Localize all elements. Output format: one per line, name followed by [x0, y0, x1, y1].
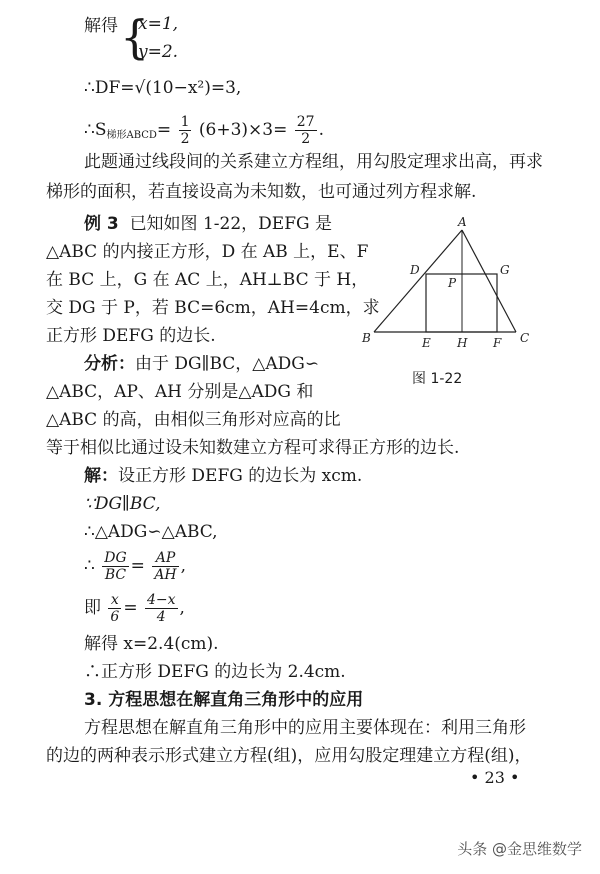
label-c: C — [520, 331, 530, 345]
example-line1: 例 3 已知如图 1-22，DEFG 是 — [84, 214, 332, 234]
system-brace: { — [120, 10, 150, 64]
side-ac — [462, 230, 516, 332]
label-d: D — [410, 263, 420, 277]
example-label: 例 3 — [84, 214, 119, 234]
label-f: F — [493, 336, 502, 350]
solution-line7: ∴正方形 DEFG 的边长为 2.4cm. — [84, 662, 346, 682]
system-eq-1: x=1, — [138, 14, 179, 34]
page-number: • 23 • — [470, 768, 520, 787]
example-line4: 交 DG 于 P，若 BC=6cm，AH=4cm，求 — [46, 298, 380, 318]
analysis-label: 分析： — [84, 354, 135, 374]
triangle-figure — [360, 214, 540, 364]
label-a: A — [458, 215, 467, 229]
para1-line2: 梯形的面积，若直接设高为未知数，也可通过列方程求解. — [46, 182, 477, 202]
section-heading: 3. 方程思想在解直角三角形中的应用 — [84, 690, 364, 710]
analysis-line4: 等于相似比通过设未知数建立方程可求得正方形的边长. — [46, 438, 460, 458]
para2-line1: 方程思想在解直角三角形中的应用主要体现在：利用三角形 — [84, 718, 526, 738]
analysis-line1: 分析：由于 DG∥BC，△ADG∽ — [84, 354, 320, 374]
example-line2: △ABC 的内接正方形，D 在 AB 上，E、F — [46, 242, 369, 262]
system-eq-2: y=2. — [138, 42, 179, 62]
watermark: 头条 @金思维数学 — [457, 840, 582, 858]
area-line: $\therefore S_{梯形ABCD}=$ $\frac{1}{2}$ (6+3)×3= $\frac{27}{2}$ . — [84, 114, 324, 147]
solution-equation-line: 即 $\frac{x}{6}$ = $\frac{4-x}{4}$ , — [84, 592, 185, 625]
solution-line1: 解：设正方形 DEFG 的边长为 xcm. — [84, 466, 363, 486]
figure-caption: 图 1-22 — [412, 371, 463, 387]
solution-line2: ∵DG∥BC, — [84, 494, 161, 514]
label-p: P — [448, 276, 457, 290]
df-line: ∴DF=√(10−x²)=3, — [84, 78, 242, 98]
analysis-line2: △ABC，AP、AH 分别是△ADG 和 — [46, 382, 314, 402]
solution-label: 解： — [84, 466, 118, 486]
label-h: H — [457, 336, 468, 350]
solve-intro: 解得 — [84, 16, 118, 36]
label-b: B — [362, 331, 371, 345]
analysis-line3: △ABC 的高，由相似三角形对应高的比 — [46, 410, 341, 430]
para1-line1: 此题通过线段间的关系建立方程组，用勾股定理求出高，再求 — [84, 152, 543, 172]
para2-line2: 的边的两种表示形式建立方程(组)，应用勾股定理建立方程(组)， — [46, 746, 532, 766]
solution-ratio-line: ∴ $\frac{DG}{BC}$ = $\frac{AP}{AH}$ , — [84, 550, 187, 583]
label-e: E — [422, 336, 431, 350]
example-line5: 正方形 DEFG 的边长. — [46, 326, 216, 346]
example-line3: 在 BC 上，G 在 AC 上，AH⊥BC 于 H， — [46, 270, 369, 290]
label-g: G — [500, 263, 510, 277]
solution-line3: ∴△ADG∽△ABC, — [84, 522, 218, 542]
solution-line6: 解得 x=2.4(cm). — [84, 634, 219, 654]
